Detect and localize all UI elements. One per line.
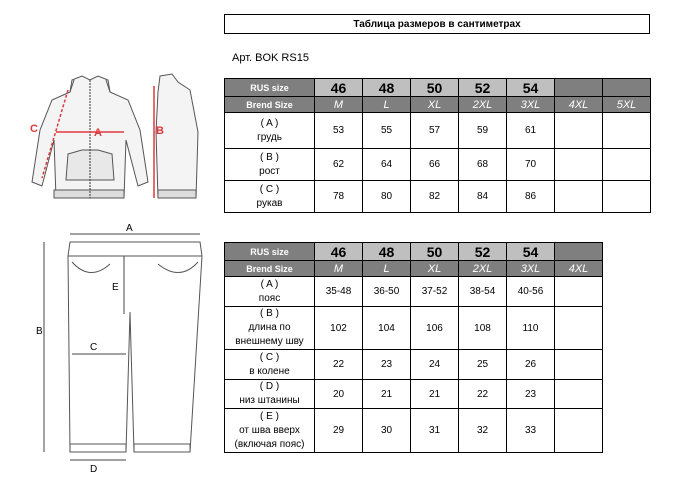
jacket-label-a: A <box>94 127 102 139</box>
measurement-code: ( C ) <box>259 351 280 363</box>
measurement-value: 53 <box>315 113 363 149</box>
measurement-value: 25 <box>459 350 507 380</box>
measurement-code: ( B ) <box>260 151 279 163</box>
brend-size-cell: 4XL <box>555 261 603 277</box>
jacket-label-b: B <box>156 125 164 137</box>
measurement-value <box>555 350 603 380</box>
measurement-value: 108 <box>459 307 507 350</box>
rus-size-cell: 52 <box>459 243 507 261</box>
measurement-value: 84 <box>459 181 507 213</box>
measurement-name: грудь <box>257 131 282 143</box>
measurement-code: ( D ) <box>259 381 280 392</box>
brend-size-label: Brend Size <box>225 97 315 113</box>
measurement-value <box>555 181 603 213</box>
measurement-value: 78 <box>315 181 363 213</box>
measurement-row <box>225 113 651 149</box>
brend-size-cell: 2XL <box>459 97 507 113</box>
rus-size-label: RUS size <box>225 79 315 97</box>
rus-size-row <box>225 243 603 261</box>
measurement-value <box>555 277 603 307</box>
measurement-value <box>555 409 603 453</box>
pants-label-e: E <box>112 282 119 293</box>
measurement-name: рост <box>259 165 280 177</box>
brend-size-cell: 4XL <box>555 97 603 113</box>
rus-size-cell <box>555 243 603 261</box>
measurement-value: 26 <box>507 350 555 380</box>
pants-label-b: B <box>36 326 43 337</box>
measurement-row <box>225 149 651 181</box>
jacket-side-illustration <box>150 72 210 210</box>
measurement-value: 22 <box>459 380 507 409</box>
measurement-value: 104 <box>363 307 411 350</box>
rus-size-cell: 48 <box>363 243 411 261</box>
rus-size-cell <box>603 79 651 97</box>
measurement-value: 102 <box>315 307 363 350</box>
article-number: Арт. BOK RS15 <box>232 52 309 64</box>
measurement-label <box>225 113 315 149</box>
pants-label-c: C <box>90 342 98 353</box>
measurement-value: 110 <box>507 307 555 350</box>
measurement-value: 82 <box>411 181 459 213</box>
rus-size-cell: 46 <box>315 79 363 97</box>
measurement-value: 80 <box>363 181 411 213</box>
measurement-value: 23 <box>507 380 555 409</box>
measurement-value: 21 <box>411 380 459 409</box>
measurement-row <box>225 181 651 213</box>
measurement-name: низ штанины <box>239 395 300 406</box>
measurement-code: ( B ) <box>260 308 279 319</box>
pants-size-table <box>224 242 603 453</box>
measurement-label <box>225 380 315 409</box>
measurement-value: 33 <box>507 409 555 453</box>
page-title: Таблица размеров в сантиметрах <box>224 14 650 34</box>
measurement-label <box>225 149 315 181</box>
measurement-value <box>555 113 603 149</box>
measurement-value: 66 <box>411 149 459 181</box>
rus-size-cell: 46 <box>315 243 363 261</box>
measurement-value: 30 <box>363 409 411 453</box>
measurement-value: 55 <box>363 113 411 149</box>
measurement-value: 24 <box>411 350 459 380</box>
brend-size-cell: XL <box>411 261 459 277</box>
measurement-label <box>225 350 315 380</box>
brend-size-cell: 5XL <box>603 97 651 113</box>
brend-size-row <box>225 261 603 277</box>
measurement-name: длина по внешнему шву <box>235 322 304 347</box>
measurement-row <box>225 409 603 453</box>
brend-size-cell: L <box>363 261 411 277</box>
measurement-value: 38-54 <box>459 277 507 307</box>
brend-size-cell: 3XL <box>507 97 555 113</box>
measurement-value: 37-52 <box>411 277 459 307</box>
measurement-label <box>225 307 315 350</box>
measurement-value: 40-56 <box>507 277 555 307</box>
measurement-name: в колене <box>249 365 290 377</box>
measurement-value: 20 <box>315 380 363 409</box>
measurement-value: 29 <box>315 409 363 453</box>
measurement-value: 61 <box>507 113 555 149</box>
measurement-code: ( E ) <box>260 410 279 422</box>
measurement-value: 32 <box>459 409 507 453</box>
brend-size-cell: M <box>315 97 363 113</box>
rus-size-cell: 54 <box>507 79 555 97</box>
measurement-value: 57 <box>411 113 459 149</box>
measurement-code: ( A ) <box>260 117 279 129</box>
brend-size-cell: 2XL <box>459 261 507 277</box>
measurement-value: 23 <box>363 350 411 380</box>
brend-size-row <box>225 97 651 113</box>
pants-label-a: A <box>126 223 133 234</box>
measurement-value: 59 <box>459 113 507 149</box>
rus-size-cell: 54 <box>507 243 555 261</box>
measurement-value <box>603 149 651 181</box>
measurement-value: 35-48 <box>315 277 363 307</box>
brend-size-label: Brend Size <box>225 261 315 277</box>
measurement-name: пояс <box>258 292 281 304</box>
measurement-label <box>225 181 315 213</box>
rus-size-cell: 52 <box>459 79 507 97</box>
measurement-value <box>555 380 603 409</box>
measurement-name: рукав <box>256 197 283 209</box>
measurement-row <box>225 277 603 307</box>
brend-size-cell: XL <box>411 97 459 113</box>
measurement-label <box>225 409 315 453</box>
rus-size-cell: 50 <box>411 79 459 97</box>
measurement-value: 62 <box>315 149 363 181</box>
pants-label-d: D <box>90 464 98 475</box>
measurement-value <box>603 181 651 213</box>
rus-size-cell: 50 <box>411 243 459 261</box>
measurement-value: 70 <box>507 149 555 181</box>
pants-illustration <box>30 222 220 478</box>
jacket-label-c: C <box>30 123 38 135</box>
measurement-value <box>555 307 603 350</box>
measurement-row <box>225 350 603 380</box>
brend-size-cell: L <box>363 97 411 113</box>
measurement-value: 86 <box>507 181 555 213</box>
brend-size-cell: M <box>315 261 363 277</box>
rus-size-cell <box>555 79 603 97</box>
measurement-value: 31 <box>411 409 459 453</box>
jacket-size-table <box>224 78 651 213</box>
measurement-name: от шва вверх (включая пояс) <box>234 424 305 450</box>
measurement-value <box>603 113 651 149</box>
measurement-value: 22 <box>315 350 363 380</box>
measurement-value: 64 <box>363 149 411 181</box>
rus-size-label: RUS size <box>225 243 315 261</box>
brend-size-cell: 3XL <box>507 261 555 277</box>
measurement-code: ( A ) <box>260 278 279 290</box>
measurement-value <box>555 149 603 181</box>
measurement-value: 106 <box>411 307 459 350</box>
rus-size-cell: 48 <box>363 79 411 97</box>
measurement-row <box>225 307 603 350</box>
measurement-code: ( C ) <box>259 183 280 195</box>
measurement-row <box>225 380 603 409</box>
measurement-value: 21 <box>363 380 411 409</box>
measurement-value: 36-50 <box>363 277 411 307</box>
measurement-value: 68 <box>459 149 507 181</box>
rus-size-row <box>225 79 651 97</box>
measurement-label <box>225 277 315 307</box>
jacket-front-illustration <box>30 70 150 210</box>
